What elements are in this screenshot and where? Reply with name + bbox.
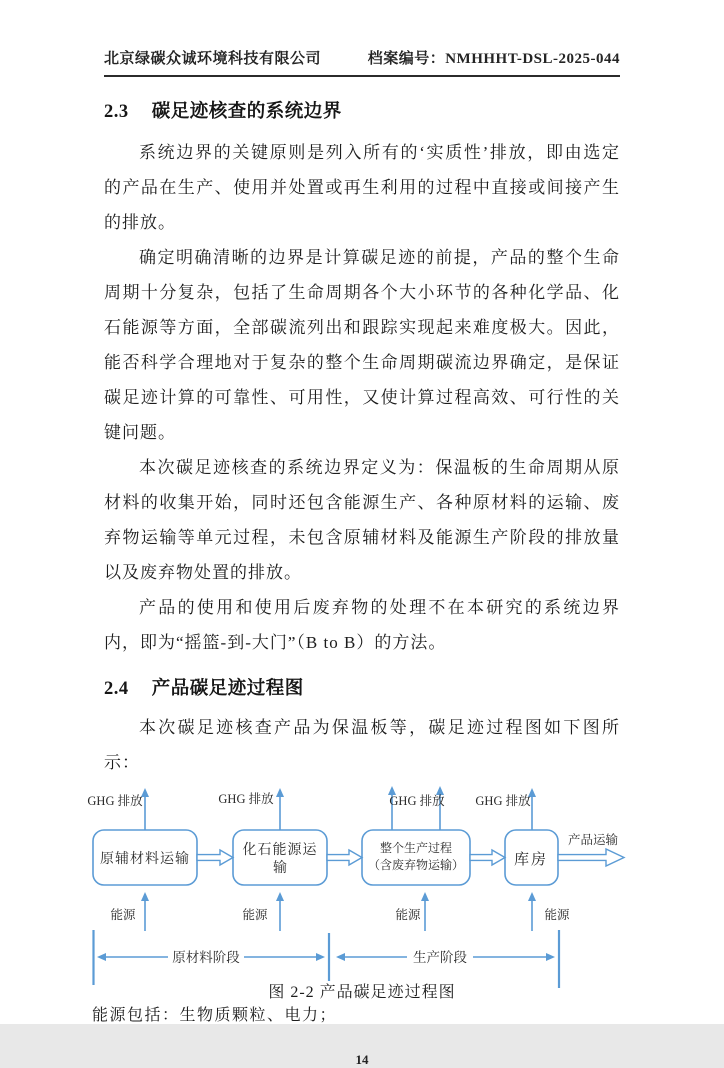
page-header bbox=[104, 0, 620, 77]
figure-caption: 图 2-2 产品碳足迹过程图 bbox=[268, 984, 456, 1001]
header-doc-number: 档案编号：NMHHHT-DSL-2025-044 bbox=[367, 51, 620, 67]
process-box-label: （含废弃物运输） bbox=[367, 858, 465, 872]
section-number: 2.3 bbox=[104, 102, 129, 122]
process-box-label: 输 bbox=[273, 861, 287, 876]
product-transport-arrow bbox=[558, 849, 624, 866]
section-title: 产品碳足迹过程图 bbox=[151, 679, 304, 699]
stage-label-raw-material: 原材料阶段 bbox=[172, 950, 240, 965]
paragraph: 本次碳足迹核查的系统边界定义为：保温板的生命周期从原材料的收集开始，同时还包含能源生产、各种原材料的运输、废弃物运输等单元过程，未包含原辅材料及能源生产阶段的排放量以及废弃物处置的排放。 bbox=[104, 458, 620, 582]
connector-arrow-2 bbox=[327, 850, 362, 865]
process-box-label: 化石能源运 bbox=[242, 843, 318, 858]
stage-label-production: 生产阶段 bbox=[413, 950, 467, 965]
paragraph: 产品的使用和使用后废弃物的处理不在本研究的系统边界内，即为“摇篮-到-大门”（B to B）的方法。 bbox=[104, 598, 620, 652]
energy-note: 能源包括：生物质颗粒、电力； bbox=[92, 1007, 338, 1024]
ghg-label-1: GHG 排放 bbox=[87, 794, 143, 808]
connector-arrow-3 bbox=[470, 850, 505, 865]
ghg-label-4: GHG 排放 bbox=[475, 794, 531, 808]
energy-labels bbox=[110, 907, 570, 922]
page-number: 14 bbox=[355, 1052, 369, 1067]
ghg-label-2: GHG 排放 bbox=[218, 792, 274, 806]
ghg-labels bbox=[87, 791, 531, 808]
page-content bbox=[87, 99, 620, 1068]
section-2-3-heading bbox=[104, 99, 620, 125]
process-box-label: 库房 bbox=[513, 852, 549, 868]
section-2-3-body bbox=[104, 135, 620, 660]
header-company: 北京绿碳众诚环境科技有限公司 bbox=[104, 51, 322, 67]
ghg-label-3: GHG 排放 bbox=[389, 794, 445, 808]
energy-label-2: 能源 bbox=[242, 908, 268, 922]
process-box-label: 原辅材料运输 bbox=[100, 852, 190, 867]
energy-label-3: 能源 bbox=[395, 908, 421, 922]
section-number: 2.4 bbox=[104, 679, 129, 699]
stage-spans bbox=[94, 930, 560, 988]
energy-arrows bbox=[145, 894, 532, 931]
connector-arrow-1 bbox=[197, 850, 233, 865]
paragraph: 系统边界的关键原则是列入所有的‘实质性’排放，即由选定的产品在生产、使用并处置或再生利用的过程中直接或间接产生的排放。 bbox=[104, 143, 620, 232]
process-box-label: 整个生产过程 bbox=[379, 841, 453, 855]
carbon-footprint-process-diagram bbox=[80, 780, 640, 988]
energy-label-4: 能源 bbox=[544, 908, 570, 922]
section-2-4-heading bbox=[104, 676, 620, 702]
figure-intro-paragraph: 本次碳足迹核查产品为保温板等，碳足迹过程图如下图所示： bbox=[104, 718, 620, 772]
ghg-emission-arrows bbox=[145, 788, 532, 830]
energy-label-1: 能源 bbox=[110, 908, 136, 922]
paragraph: 确定明确清晰的边界是计算碳足迹的前提，产品的整个生命周期十分复杂，包括了生命周期各个大小环节的各种化学品、化石能源等方面，全部碳流列出和跟踪实现起来难度极大。因此，能否科学合理地对于复杂的整个生命周期碳流边界确定，是保证碳足迹计算的可靠性、可用性，又使计算过程高效、可行性的关键问题。 bbox=[104, 248, 620, 442]
section-title: 碳足迹核查的系统边界 bbox=[151, 102, 342, 122]
product-transport-label: 产品运输 bbox=[567, 833, 619, 847]
